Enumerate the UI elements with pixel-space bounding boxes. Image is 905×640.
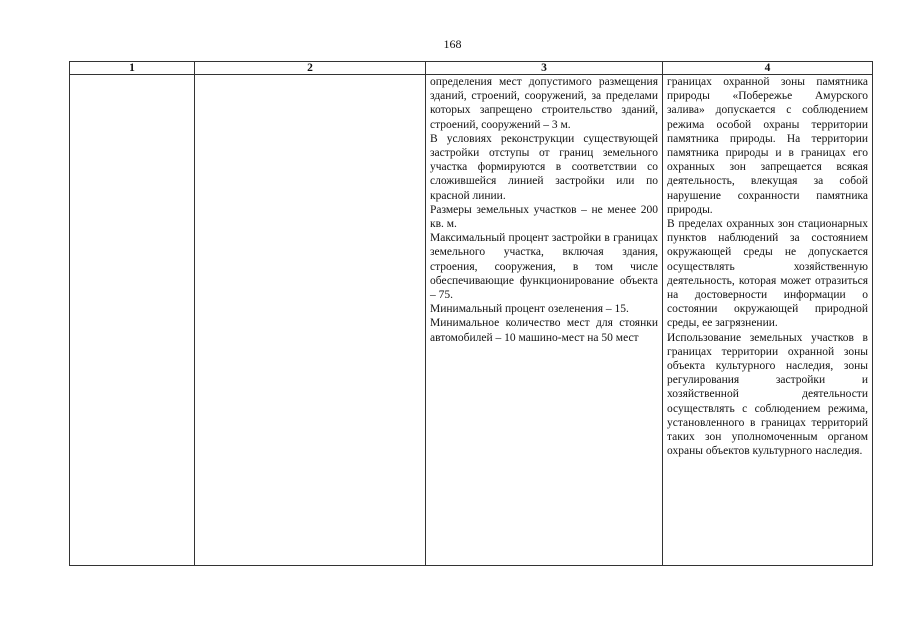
cell-col3 [426, 75, 663, 566]
column-header-2: 2 [195, 62, 426, 75]
table-row [70, 75, 873, 566]
cell-col4 [663, 75, 873, 566]
column-header-1: 1 [70, 62, 195, 75]
paragraph: В условиях реконструкции существующей застройки отступы от границ земельного участка формируются в соответствии со сложившейся линией застройки или по красной линии. [430, 132, 658, 202]
page-number: 168 [443, 37, 462, 51]
paragraph: Максимальный процент застройки в границах земельного участка, включая здания, строения, сооружения, в том числе обеспечивающие функционирование объекта – 75. [430, 232, 658, 302]
column-header-4: 4 [663, 62, 873, 75]
paragraph: Минимальный процент озеленения – 15. [430, 303, 629, 316]
paragraph: Размеры земельных участков – не менее 200 кв. м. [430, 203, 658, 231]
paragraph: Минимальное количество мест для стоянки автомобилей – 10 машино-мест на 50 мест [430, 317, 658, 344]
cell-col2 [195, 75, 426, 566]
regulations-table [69, 61, 873, 566]
paragraph: Использование земельных участков в границах территории охранной зоны объекта культурного наследия, зоны регулирования застройки и хозяйственной деятельности осуществлять с соблюдением режима, установленного в границах территорий таких зон уполномоченным органом охраны объектов культурного наследия. [667, 331, 868, 458]
paragraph: границах охранной зоны памятника природы «Побережье Амурского залива» допускается с соблюдением режима особой охраны территории памятника природы. На территории памятника природы и в границах его охранных зон запрещается всякая деятельность, влекущая за собой нарушение сохранности памятника природы. [667, 76, 868, 216]
paragraph: определения мест допустимого размещения зданий, строений, сооружений, за пределами которых запрещено строительство зданий, строений, сооружений – 3 м. [430, 76, 658, 131]
column-header-3: 3 [426, 62, 663, 75]
table-header-row [70, 62, 873, 75]
paragraph: В пределах охранных зон стационарных пунктов наблюдений за состоянием окружающей среды не допускается осуществлять хозяйственную деятельность, которая может отразиться на достоверности информации о состоянии окружающей природной среды, ее загрязнении. [667, 218, 868, 330]
cell-col1 [70, 75, 195, 566]
